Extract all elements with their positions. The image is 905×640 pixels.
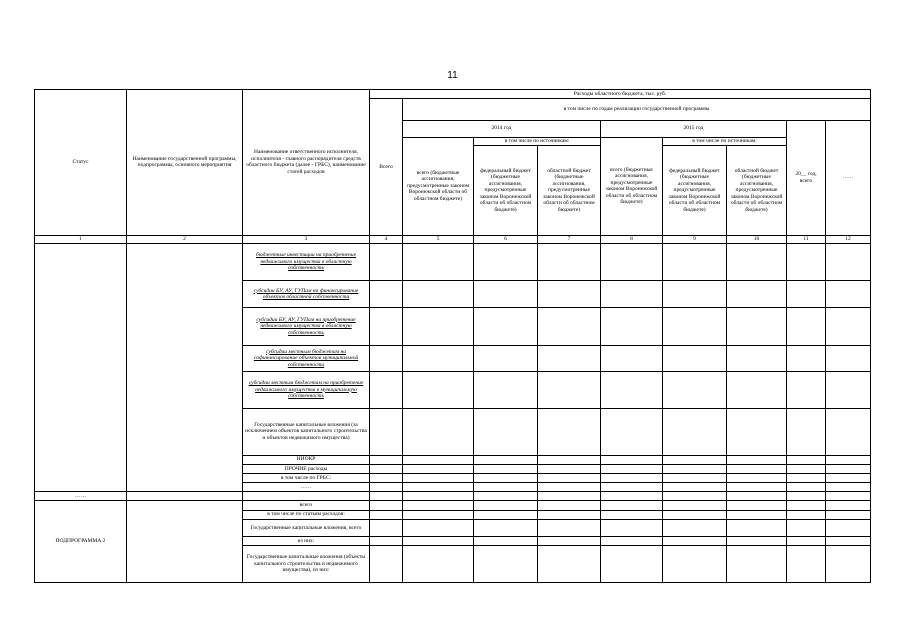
header-program-name: Наименование государственной программы, подпрограммы, основного мероприятия bbox=[127, 90, 243, 236]
header-year-2014: 2014 год bbox=[403, 120, 601, 137]
header-expenses: Расходы областного бюджета, тыс. руб. bbox=[370, 90, 871, 99]
table-row bbox=[35, 492, 871, 501]
page-number: 11 bbox=[447, 70, 458, 81]
header-2014-total: всего (бюджетные ассигнования, предусмотренные законом Воронежской области об областном бюджете) bbox=[403, 137, 474, 235]
status-cell: …… bbox=[35, 492, 127, 501]
header-2014-regional: областной бюджет (бюджетные ассигнования, предусмотренные законом Воронежской области об областном бюджете) bbox=[538, 145, 601, 235]
col-num: 4 bbox=[370, 235, 403, 243]
row-label: …… bbox=[243, 483, 370, 492]
header-2015-regional: областной бюджет (бюджетные ассигнования, предусмотренные законом Воронежской области об областном бюджете) bbox=[727, 145, 787, 235]
col-num: 9 bbox=[663, 235, 727, 243]
row-label: всего bbox=[243, 501, 370, 510]
column-number-row bbox=[35, 235, 871, 243]
row-label: бюджетные инвестиции на приобретение недвижимого имущества в областную собственность bbox=[243, 243, 370, 281]
table-row bbox=[35, 243, 871, 281]
budget-table bbox=[34, 89, 871, 583]
header-2015-total: всего (бюджетные ассигнования, предусмотренные законом Воронежской области об областном бюджете) bbox=[601, 137, 663, 235]
col-num: 2 bbox=[127, 235, 243, 243]
row-label: субсидии БУ, АУ, ГУПам на финансирование объектов областной собственности bbox=[243, 281, 370, 307]
col-num: 3 bbox=[243, 235, 370, 243]
status-cell bbox=[35, 243, 127, 491]
row-label: субсидии местным бюджетам на приобретение недвижимого имущества в муниципальную собственность bbox=[243, 372, 370, 409]
col-num: 1 bbox=[35, 235, 127, 243]
row-label: Государственные капитальные вложения (за исключением объектов капитального строительства и объектов недвижимого имущества) bbox=[243, 408, 370, 455]
header-2014-federal: федеральный бюджет (бюджетные ассигнования, предусмотренные законом Воронежской области об областном бюджете) bbox=[474, 145, 538, 235]
header-total: Всего bbox=[370, 99, 403, 235]
row-label: в том числе по статьям расходов: bbox=[243, 510, 370, 519]
col-num: 10 bbox=[727, 235, 787, 243]
col-num: 6 bbox=[474, 235, 538, 243]
row-label: Государственные капитальные вложения, всего bbox=[243, 519, 370, 536]
row-label: НИОКР bbox=[243, 455, 370, 464]
header-year-2015: 2015 год bbox=[601, 120, 787, 137]
header-2015-federal: федеральный бюджет (бюджетные ассигнования, предусмотренные законом Воронежской области об областном бюджете) bbox=[663, 145, 727, 235]
row-label: субсидии БУ, АУ, ГУПам на приобретение недвижимого имущества в областную собственность bbox=[243, 307, 370, 345]
program-cell bbox=[127, 501, 243, 583]
header-year-n: 20__ год, всего bbox=[787, 120, 826, 235]
program-cell bbox=[127, 243, 243, 491]
header-executor: Наименование ответственного исполнителя, исполнителя - главного распорядителя средств областного бюджета (далее - ГРБС), наименование статей расходов bbox=[243, 90, 370, 236]
row-label: ПРОЧИЕ расходы bbox=[243, 464, 370, 473]
row-label: из них: bbox=[243, 536, 370, 545]
row-label: субсидии местным бюджетам на софинансирование объектов муниципальной собственности bbox=[243, 345, 370, 371]
header-2015-by-sources: в том числе по источникам: bbox=[663, 137, 787, 145]
header-by-years: в том числе по годам реализации государственной программы bbox=[403, 99, 871, 120]
header-status: Статус bbox=[35, 90, 127, 236]
table-row bbox=[35, 501, 871, 510]
header-dots: …… bbox=[826, 120, 871, 235]
col-num: 8 bbox=[601, 235, 663, 243]
col-num: 7 bbox=[538, 235, 601, 243]
col-num: 5 bbox=[403, 235, 474, 243]
subprogram-2-status: ПОДПРОГРАММА 2 bbox=[35, 501, 127, 583]
row-label: в том числе по ГРБС: bbox=[243, 473, 370, 482]
col-num: 11 bbox=[787, 235, 826, 243]
col-num: 12 bbox=[826, 235, 871, 243]
row-label: Государственные капитальные вложения (объекты капитального строительства и недвижимого имущества), из них: bbox=[243, 546, 370, 583]
header-2014-by-sources: в том числе по источникам: bbox=[474, 137, 601, 145]
